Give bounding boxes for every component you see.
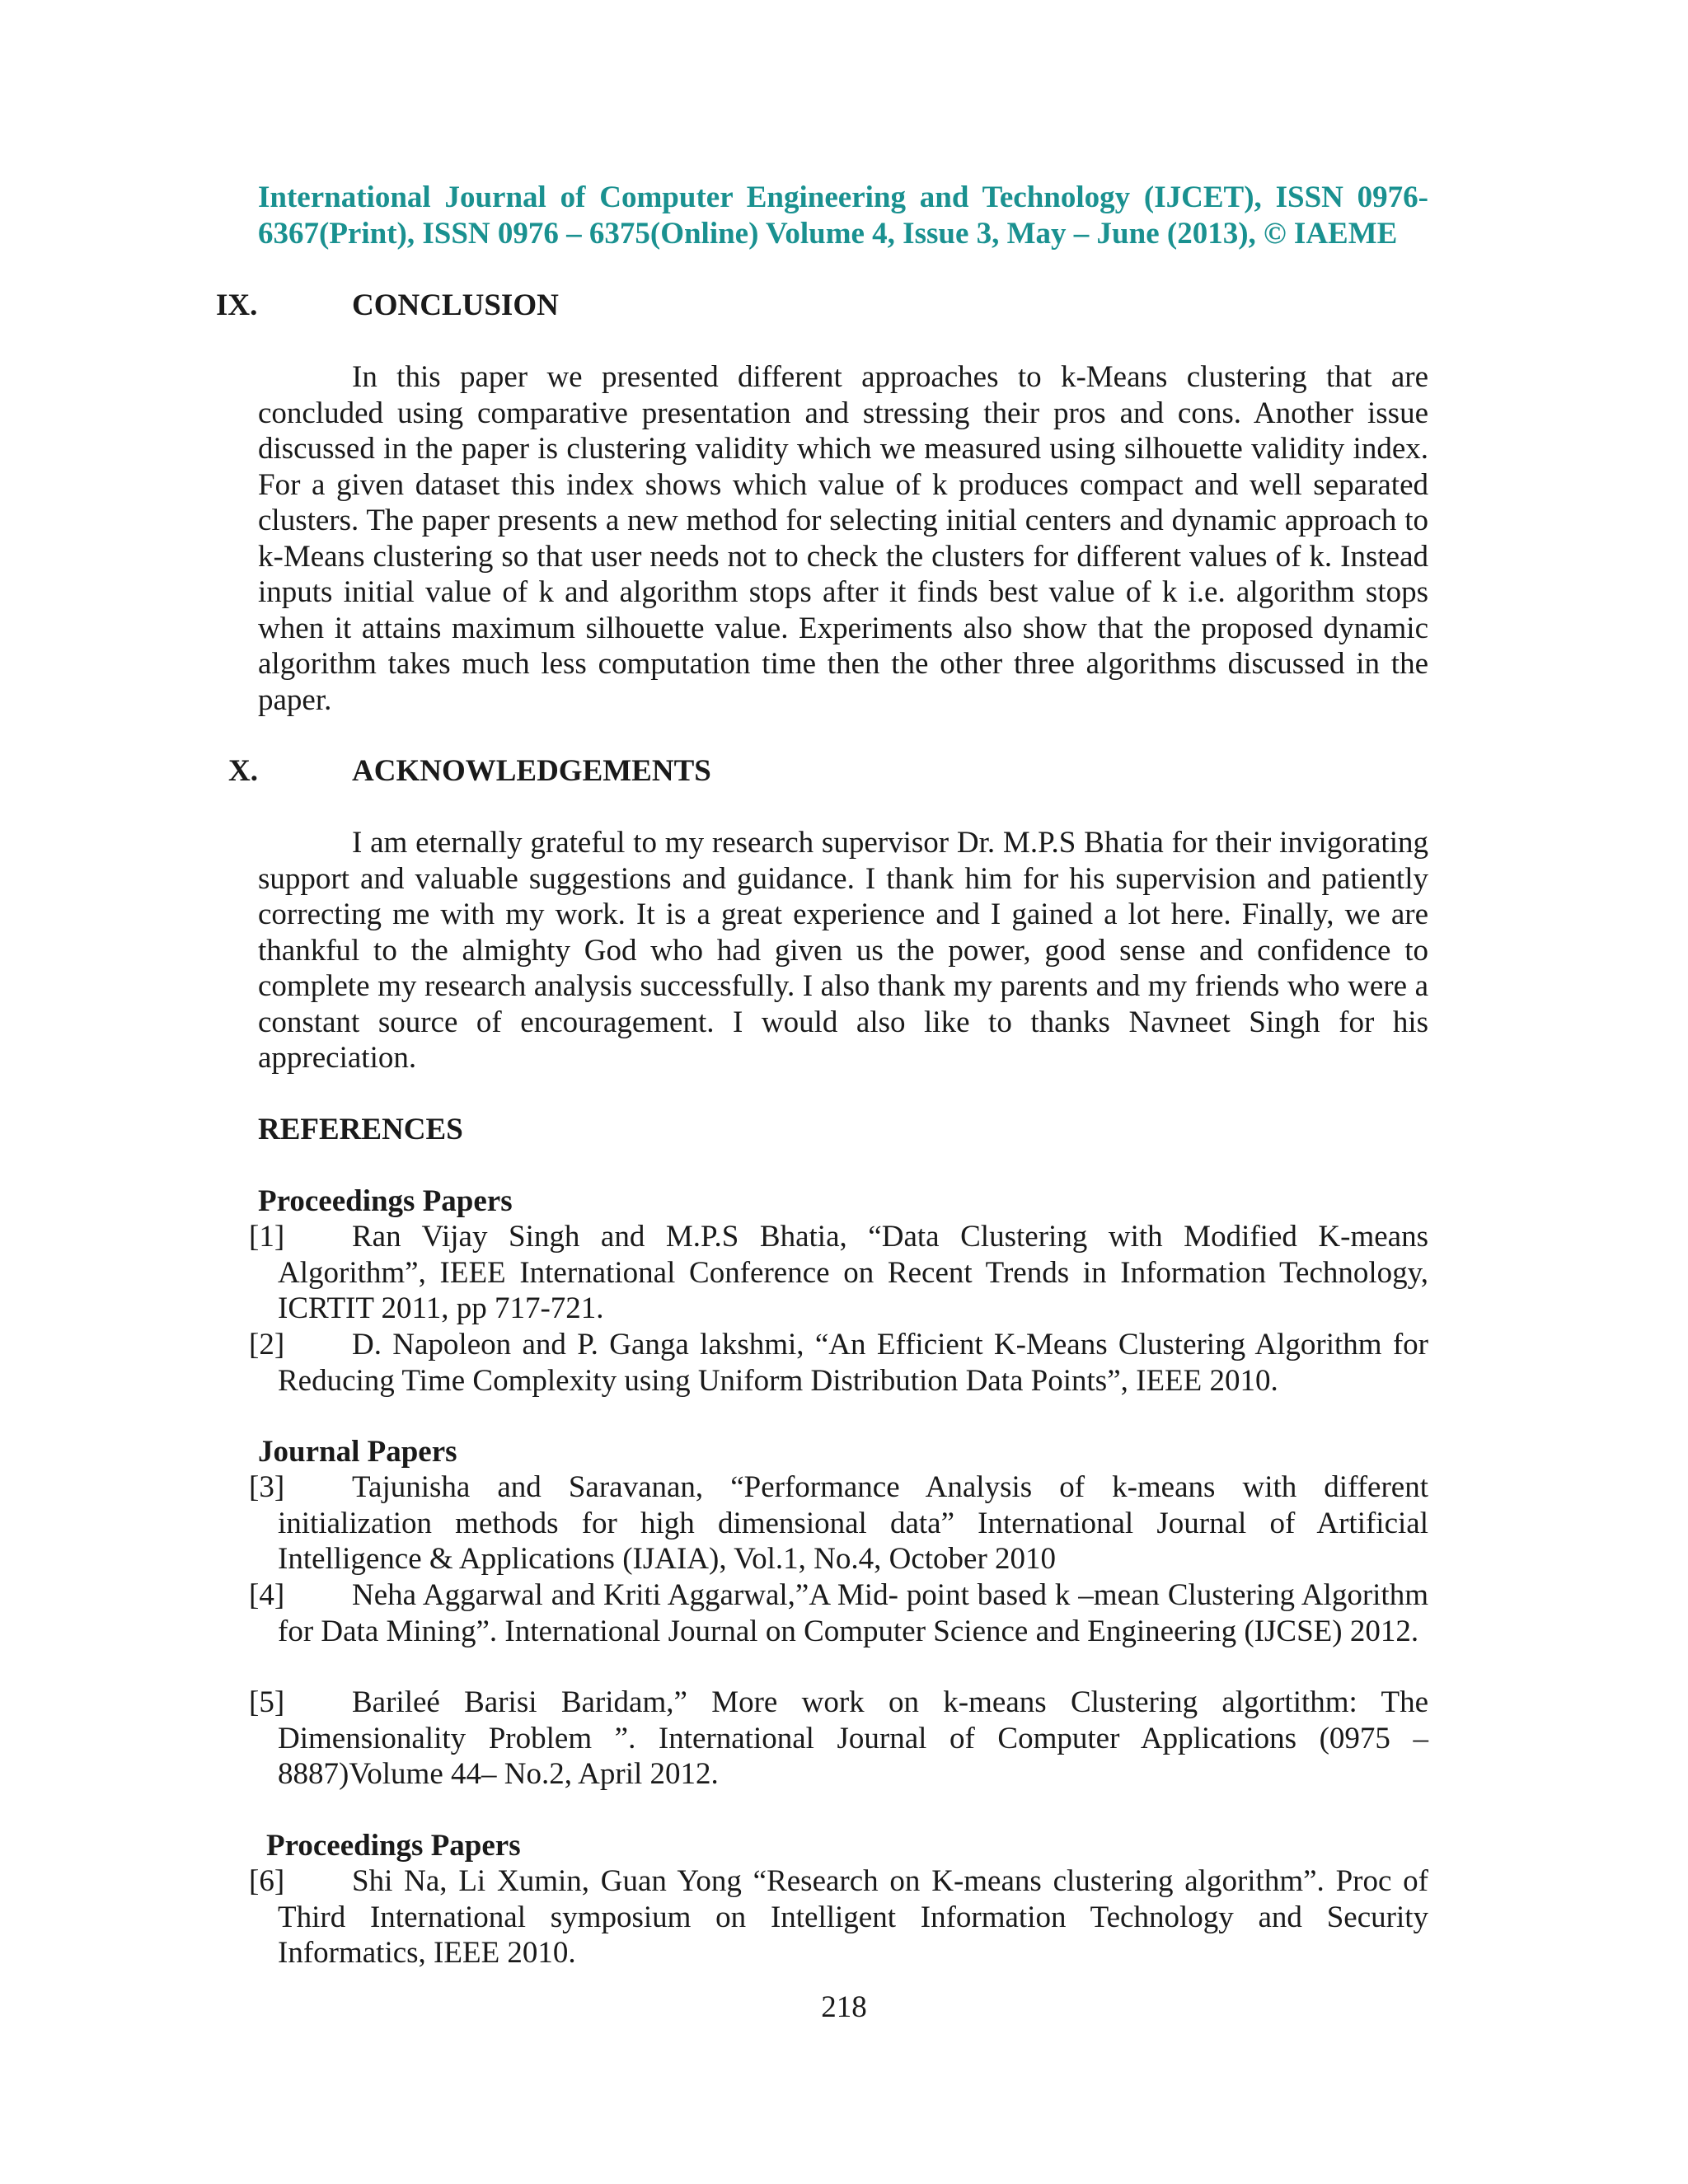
reference-number: [6] (249, 1864, 285, 1898)
conclusion-title: CONCLUSION (352, 288, 559, 322)
reference-text: Shi Na, Li Xumin, Guan Yong “Research on K-means clustering algorithm”. Proc of Third International symposium on Intelligent Information Technology and Security Informatics, IEEE 2010. (278, 1864, 1428, 1970)
acknowledgements-title: ACKNOWLEDGEMENTS (352, 754, 711, 788)
reference-number: [5] (249, 1685, 285, 1719)
reference-item (249, 1469, 1428, 1577)
reference-group-heading: Journal Papers (258, 1435, 457, 1469)
reference-text: Neha Aggarwal and Kriti Aggarwal,”A Mid- point based k –mean Clustering Algorithm for Data Mining”. International Journal on Computer Science and Engineering (IJCSE) 2012. (278, 1578, 1428, 1648)
reference-text: Tajunisha and Saravanan, “Performance Analysis of k-means with different initialization methods for high dimensional data” International Journal of Artificial Intelligence & Applications (IJAIA), Vol.1, No.4, October 2010 (278, 1470, 1428, 1576)
reference-number: [2] (249, 1328, 285, 1361)
reference-number: [3] (249, 1470, 285, 1504)
conclusion-paragraph: In this paper we presented different approaches to k-Means clustering that are concluded using comparative presentation and stressing their pros and cons. Another issue discussed in the paper is clustering validity which we measured using silhouette validity index. For a given dataset this index shows which value of k produces compact and well separated clusters. The paper presents a new method for selecting initial centers and dynamic approach to k-Means clustering so that user needs not to check the clusters for different values of k. Instead inputs initial value of k and algorithm stops after it finds best value of k i.e. algorithm stops when it attains maximum silhouette value. Experiments also show that the proposed dynamic algorithm takes much less computation time then the other three algorithms discussed in the paper. (258, 360, 1428, 717)
acknowledgements-number: X. (228, 754, 258, 788)
reference-number: [1] (249, 1220, 285, 1254)
conclusion-number: IX. (216, 288, 258, 322)
reference-text: Ran Vijay Singh and M.P.S Bhatia, “Data Clustering with Modified K-means Algorithm”, IEEE International Conference on Recent Trends in Information Technology, ICRTIT 2011, pp 717-721. (278, 1220, 1428, 1325)
journal-header: International Journal of Computer Engineering and Technology (IJCET), ISSN 0976-6367(Print), ISSN 0976 – 6375(Online) Volume 4, Issue 3, May – June (2013), © IAEME (258, 180, 1428, 251)
reference-group-heading: Proceedings Papers (258, 1184, 513, 1218)
reference-number: [4] (249, 1578, 285, 1612)
page-number: 218 (821, 1990, 867, 2024)
reference-item (249, 1219, 1428, 1327)
reference-text: D. Napoleon and P. Ganga lakshmi, “An Efficient K-Means Clustering Algorithm for Reducing Time Complexity using Uniform Distribution Data Points”, IEEE 2010. (278, 1328, 1428, 1398)
reference-text: Barileé Barisi Baridam,” More work on k-means Clustering algortithm: The Dimensionality Problem ”. International Journal of Computer Applications (0975 – 8887)Volume 44– No.2, April 2012. (278, 1685, 1428, 1791)
acknowledgements-paragraph: I am eternally grateful to my research supervisor Dr. M.P.S Bhatia for their invigorating support and valuable suggestions and guidance. I thank him for his supervision and patiently correcting me with my work. It is a great experience and I gained a lot here. Finally, we are thankful to the almighty God who had given us the power, good sense and confidence to complete my research analysis successfully. I also thank my parents and my friends who were a constant source of encouragement. I would also like to thanks Navneet Singh for his appreciation. (258, 826, 1428, 1075)
reference-group-heading: Proceedings Papers (266, 1829, 521, 1863)
reference-item (249, 1327, 1428, 1399)
reference-item (249, 1577, 1428, 1649)
reference-item (249, 1685, 1428, 1793)
reference-item (249, 1863, 1428, 1971)
references-heading: REFERENCES (258, 1113, 463, 1146)
